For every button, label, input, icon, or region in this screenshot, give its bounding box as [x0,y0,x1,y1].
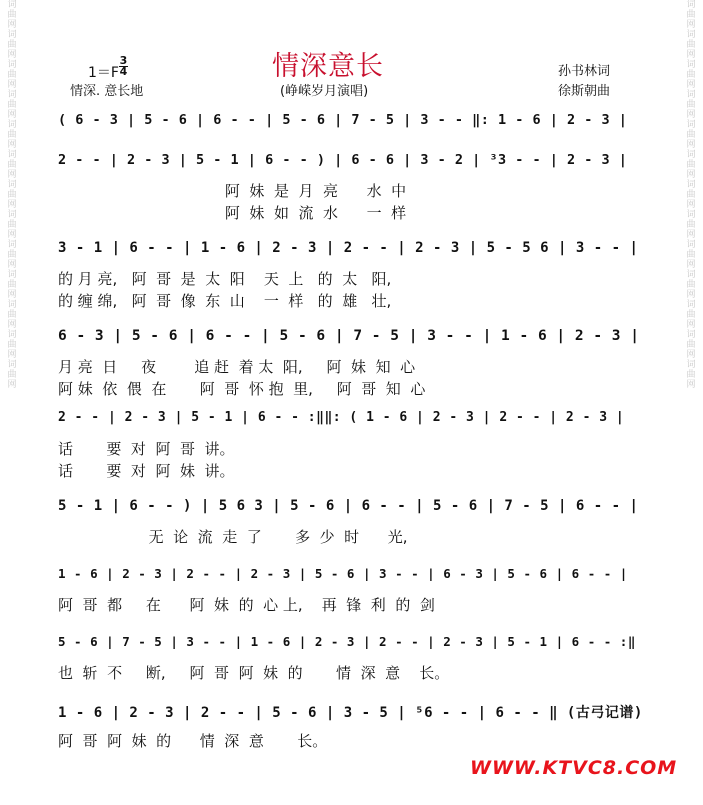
singer-credit: (峥嵘岁月演唱) [280,84,369,99]
time-signature [119,56,128,77]
notation-line: ( 6 - 3 | 5 - 6 | 6 - - | 5 - 6 | 7 - 5 | 3 - - ‖: 1 - 6 | 2 - 3 | [58,112,628,128]
time-top: 3 [119,54,128,67]
lyric-line: 阿 哥 都 在 阿 妹 的 心 上, 再 锋 利 的 剑 [58,596,435,614]
notation-line: 1 - 6 | 2 - 3 | 2 - - | 5 - 6 | 3 - 5 | ⁵6 - - | 6 - - ‖ (古弓记谱) [58,705,643,721]
notation-line: 6 - 3 | 5 - 6 | 6 - - | 5 - 6 | 7 - 5 | 3 - - | 1 - 6 | 2 - 3 | [58,328,640,344]
watermark-right: 词曲网词曲网词曲网词曲网词曲网词曲网词曲网词曲网词曲网词曲网词曲网词曲网词曲网 [686,0,696,390]
time-bottom: 4 [119,65,128,78]
lyric-line: 话 要 对 阿 妹 讲。 [58,462,235,480]
lyric-line: 话 要 对 阿 哥 讲。 [58,440,235,458]
lyric-line: 阿 妹 依 偎 在 阿 哥 怀 抱 里, 阿 哥 知 心 [58,380,426,398]
song-title: 情深意长 [272,51,384,82]
lyric-line: 阿 哥 阿 妹 的 情 深 意 长。 [58,732,328,750]
lyric-line: 月 亮 日 夜 追 赶 着 太 阳, 阿 妹 知 心 [58,358,416,376]
lyric-line: 的 缠 绵, 阿 哥 像 东 山 一 样 的 雄 壮, [58,292,392,310]
notation-line: 5 - 1 | 6 - - ) | 5 6 3 | 5 - 6 | 6 - - | 5 - 6 | 7 - 5 | 6 - - | [58,498,639,514]
watermark-left: 词曲网词曲网词曲网词曲网词曲网词曲网词曲网词曲网词曲网词曲网词曲网词曲网词曲网 [7,0,17,390]
notation-line: 3 - 1 | 6 - - | 1 - 6 | 2 - 3 | 2 - - | 2 - 3 | 5 - 5 6 | 3 - - | [58,240,639,256]
lyric-line: 阿 妹 是 月 亮 水 中 [58,182,407,200]
lyric-line: 阿 妹 如 流 水 一 样 [58,204,407,222]
key-signature: 1＝F [88,65,119,81]
notation-line: 2 - - | 2 - 3 | 5 - 1 | 6 - - :‖‖: ( 1 - 6 | 2 - 3 | 2 - - | 2 - 3 | [58,410,625,425]
lyric-line: 也 斩 不 断, 阿 哥 阿 妹 的 情 深 意 长。 [58,664,450,682]
composer-credit: 徐斯朝曲 [558,84,611,99]
lyricist-credit: 孙书林词 [558,64,611,79]
lyric-line: 无 论 流 走 了 多 少 时 光, [58,528,408,546]
lyric-line: 的 月 亮, 阿 哥 是 太 阳 天 上 的 太 阳, [58,270,392,288]
notation-line: 5 - 6 | 7 - 5 | 3 - - | 1 - 6 | 2 - 3 | 2 - - | 2 - 3 | 5 - 1 | 6 - - :‖ [58,634,636,649]
performance-style: 情深. 意长地 [70,84,144,99]
notation-line: 1 - 6 | 2 - 3 | 2 - - | 2 - 3 | 5 - 6 | 3 - - | 6 - 3 | 5 - 6 | 6 - - | [58,566,628,581]
site-watermark: WWW.KTVC8.COM [470,757,678,779]
notation-line: 2 - - | 2 - 3 | 5 - 1 | 6 - - ) | 6 - 6 | 3 - 2 | ³3 - - | 2 - 3 | [58,152,628,168]
